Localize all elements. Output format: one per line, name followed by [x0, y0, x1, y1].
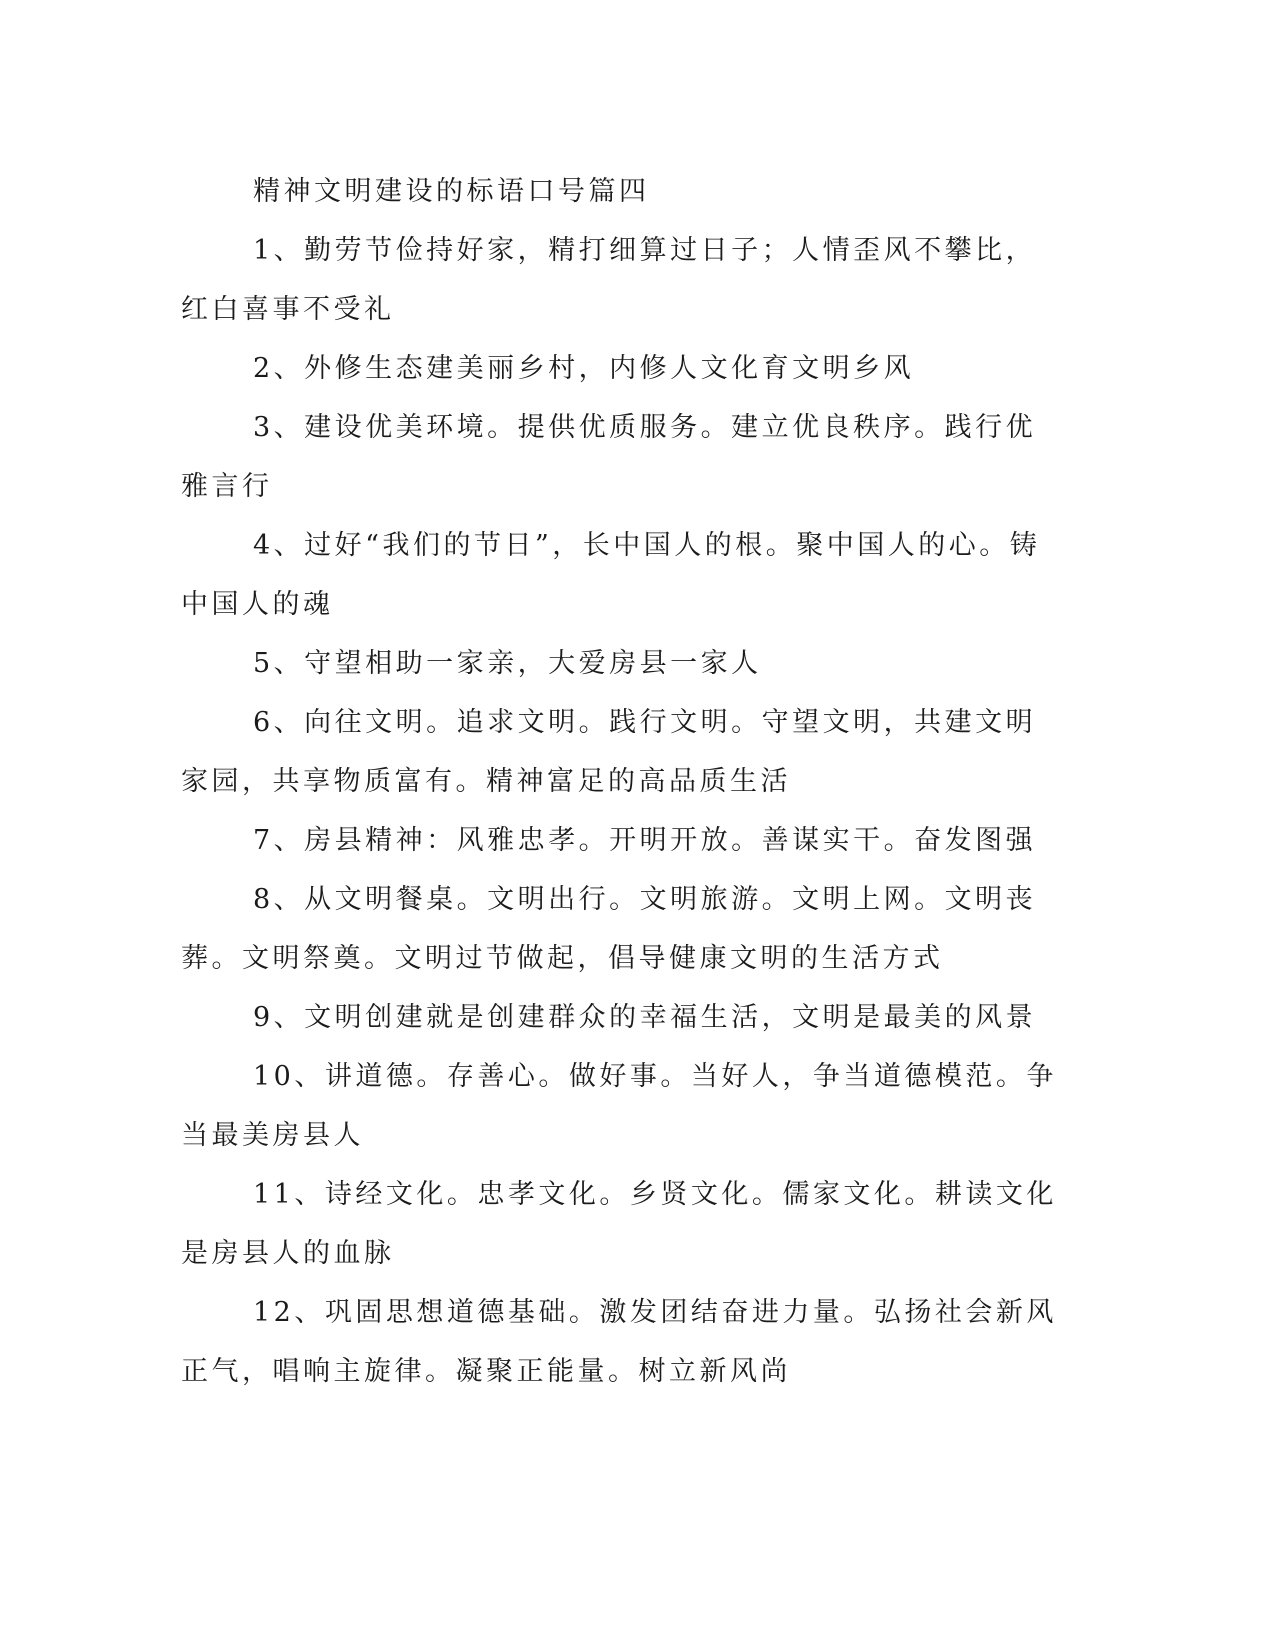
slogan-item-1: 1、勤劳节俭持好家，精打细算过日子；人情歪风不攀比，红白喜事不受礼	[181, 235, 1037, 325]
slogan-item-8: 8、从文明餐桌。文明出行。文明旅游。文明上网。文明丧葬。文明祭奠。文明过节做起，倡导健康文明的生活方式	[181, 884, 1037, 974]
slogan-item-5: 5、守望相助一家亲，大爱房县一家人	[253, 648, 762, 679]
slogan-item-7: 7、房县精神：风雅忠孝。开明开放。善谋实干。奋发图强	[253, 825, 1037, 856]
slogan-item-10: 10、讲道德。存善心。做好事。当好人，争当道德模范。争当最美房县人	[181, 1061, 1057, 1151]
slogan-item-3: 3、建设优美环境。提供优质服务。建立优良秩序。践行优雅言行	[181, 412, 1037, 502]
slogan-item-4: 4、过好“我们的节日”，长中国人的根。聚中国人的心。铸中国人的魂	[181, 530, 1041, 620]
document-title: 精神文明建设的标语口号篇四	[253, 176, 650, 207]
slogan-item-6: 6、向往文明。追求文明。践行文明。守望文明，共建文明家园，共享物质富有。精神富足的高品质生活	[181, 707, 1037, 797]
slogan-item-12: 12、巩固思想道德基础。激发团结奋进力量。弘扬社会新风正气，唱响主旋律。凝聚正能量。树立新风尚	[181, 1297, 1057, 1387]
document-body	[181, 162, 1061, 1401]
slogan-item-11: 11、诗经文化。忠孝文化。乡贤文化。儒家文化。耕读文化是房县人的血脉	[181, 1179, 1057, 1269]
slogan-item-2: 2、外修生态建美丽乡村，内修人文化育文明乡风	[253, 353, 915, 384]
slogan-item-9: 9、文明创建就是创建群众的幸福生活，文明是最美的风景	[253, 1002, 1037, 1033]
